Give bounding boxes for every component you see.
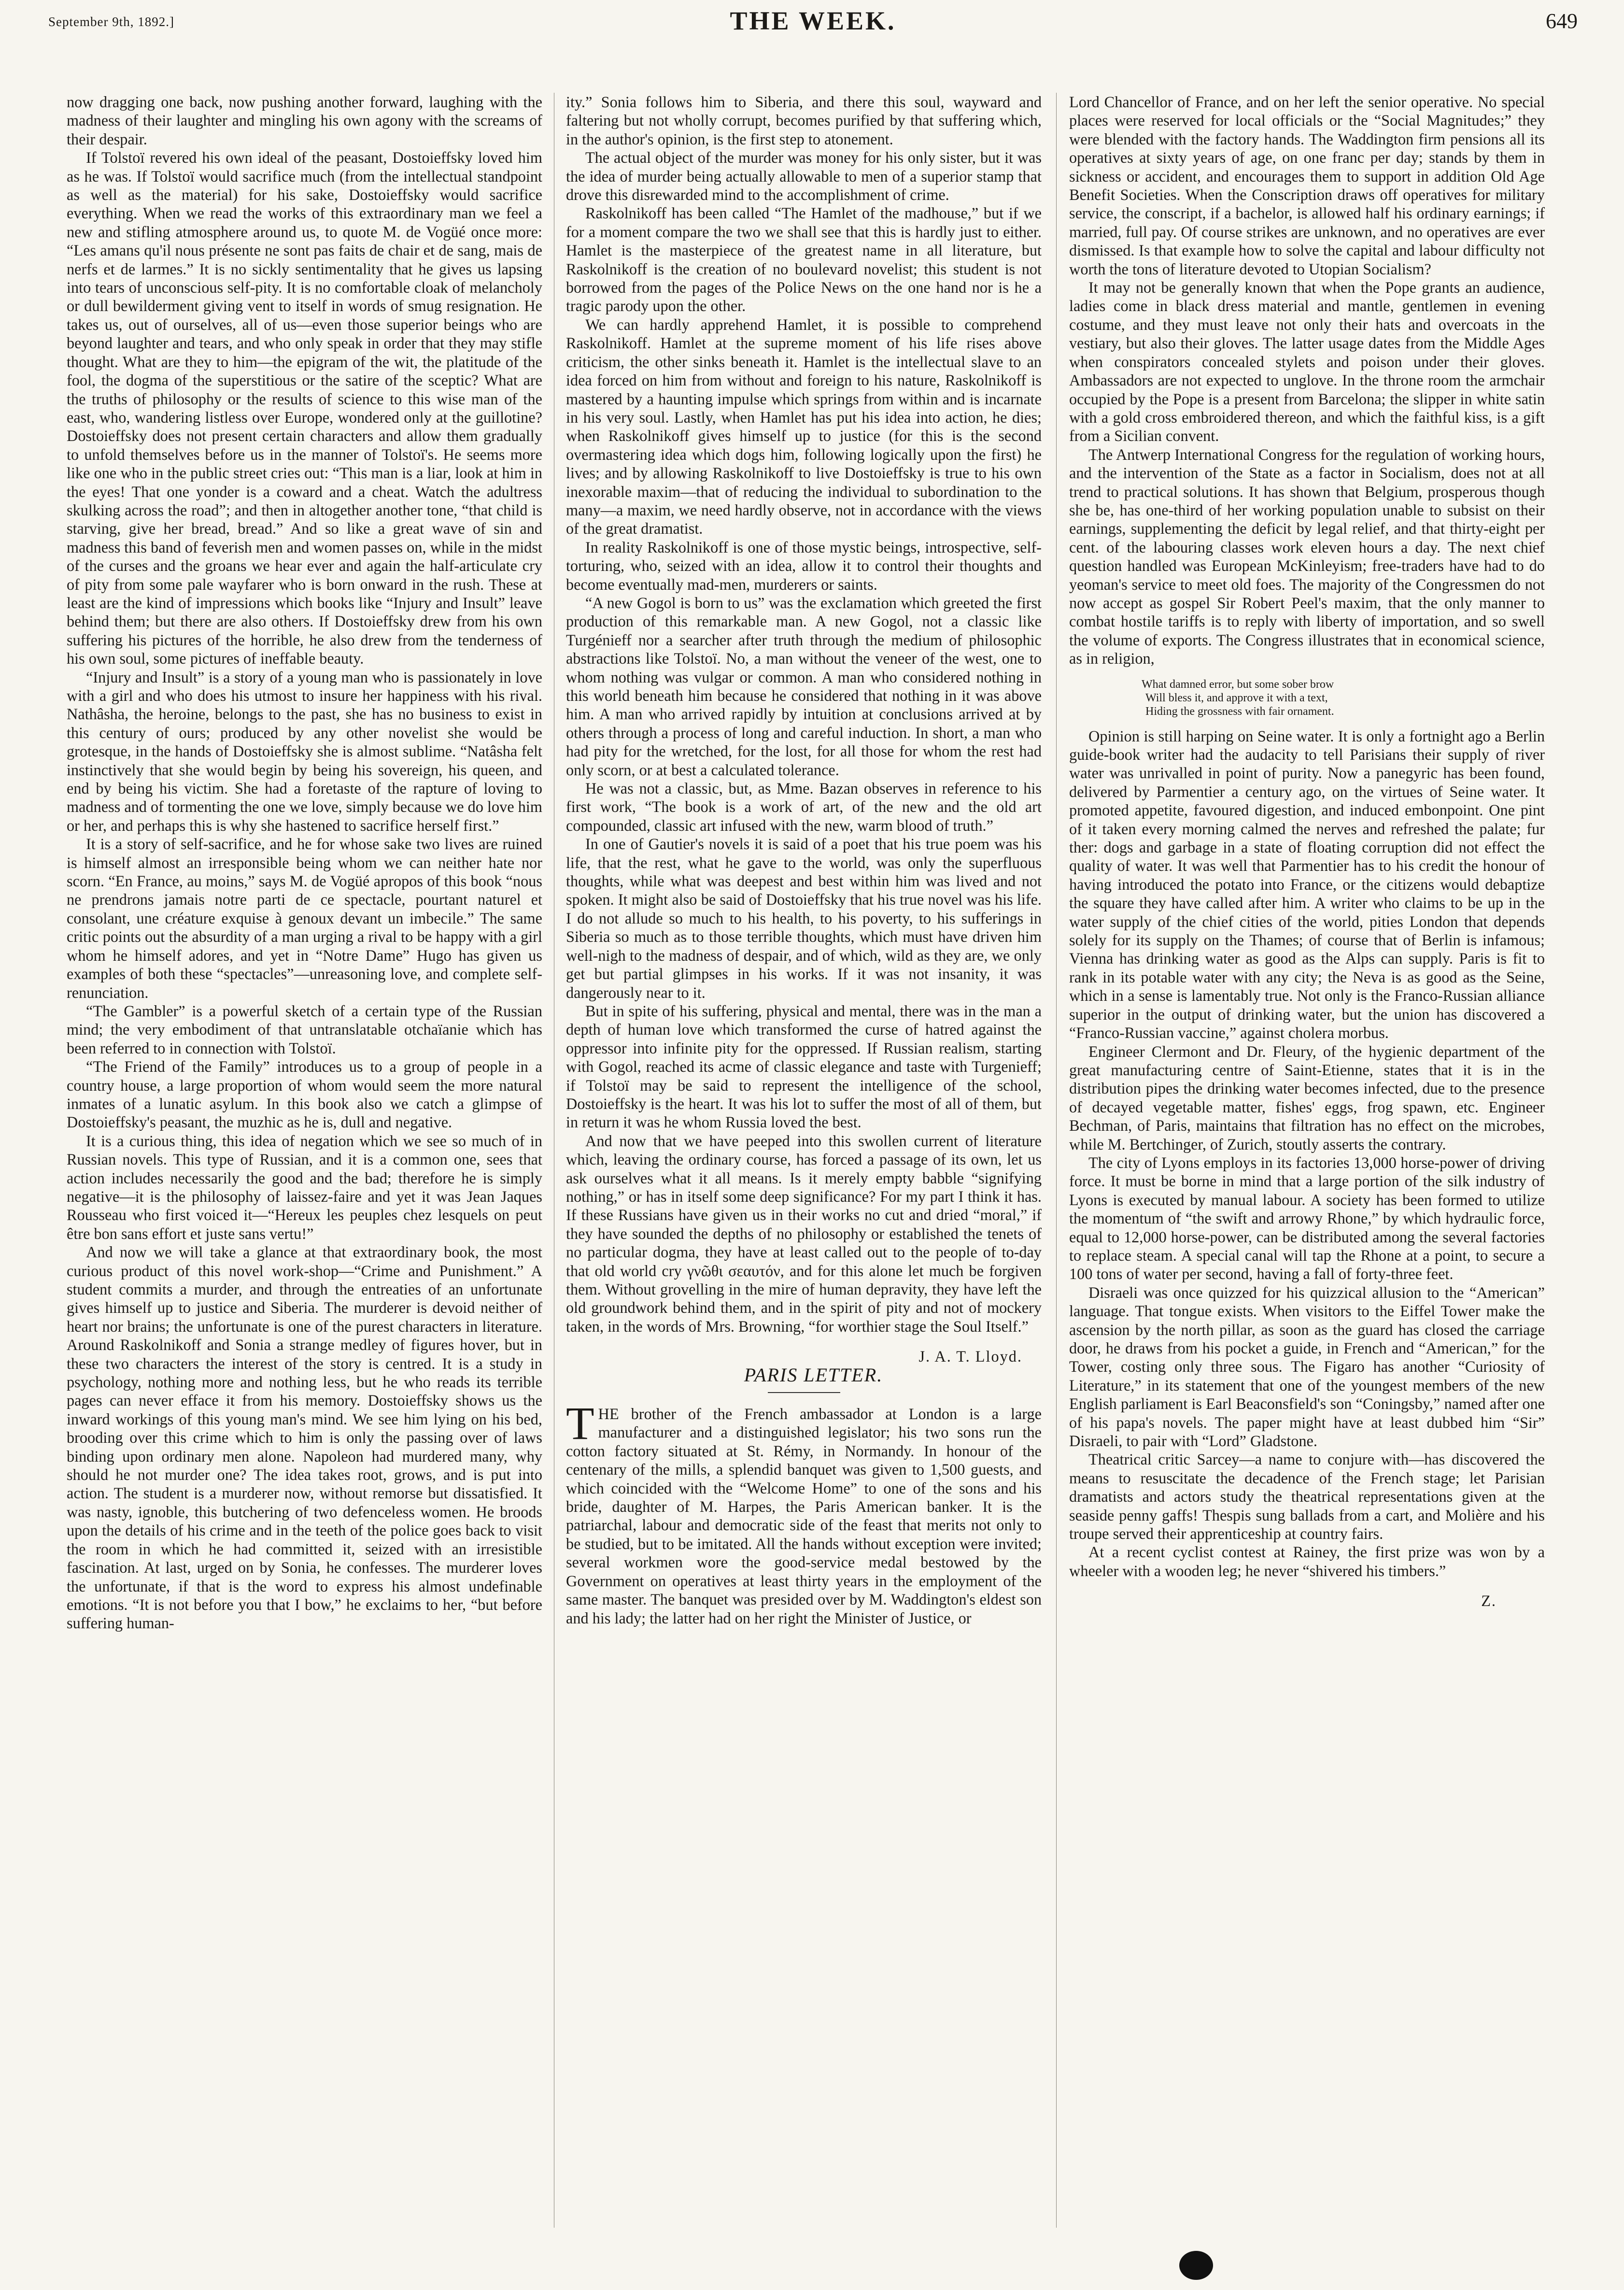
drop-cap: T — [566, 1397, 594, 1450]
paragraph: Opinion is still harping on Seine water. It is only a fortnight ago a Berlin guide-book writer had the audacity to tell Parisians their supply of river water was unrivalled in point of purity. Now a panegyric has been found, delivered by Parmentier a century ago, on the virtues of Seine water. It promoted appetite, favoured digestion, and induced embonpoint. One pint of it taken every morning calmed the nerves and refreshed the palate; fur ther: dogs and garbage in a state of floating corruption did not effect the quality of water. It was well that Parmentier has to his credit the honour of having introduced the potato into France, or the citizens would debaptize the square they have called after him. A writer who claims to be up in the water supply of the chief cities of the world, pities London that depends solely for its supply on the Thames; of course that of Berlin is infamous; Vienna has drinking water as good as the Alps can supply. Paris is fit to rank in its potable water with any city; the Neva is as good as the Seine, which in a sense is lamentably true. Not only is the Franco-Russian alliance superior in the output of drinking water, but the union has discovered a “Franco-Russian vaccine,” against cholera morbus. — [1069, 727, 1545, 1042]
paragraph: now dragging one back, now pushing another forward, laughing with the madness of their laughter and mingling his own agony with the screams of their despair. — [67, 93, 542, 148]
publication-title: THE WEEK. — [730, 6, 896, 35]
section-rule — [768, 1392, 840, 1393]
issue-date: September 9th, 1892.] — [48, 14, 174, 29]
paragraph: “The Gambler” is a powerful sketch of a certain type of the Russian mind; the very embodiment of that untranslatable otchaïanie which has been referred to in connection with Tolstoï. — [67, 1002, 542, 1057]
paragraph: Raskolnikoff has been called “The Hamlet of the madhouse,” but if we for a moment compare the two we shall see that this is hardly just to either. Hamlet is the masterpiece of the greatest name in all literature, but Raskolnikoff is the creation of no boulevard novelist; this student is not borrowed from the pages of the Police News on the one hand nor is he a tragic parody upon the other. — [566, 204, 1042, 315]
paragraph: The Antwerp International Congress for the regulation of working hours, and the intervention of the State as a factor in Socialism, does not at all trend to practical solutions. It has shown that Belgium, prosperous though she be, has one-third of her working population unable to subsist on their earnings, supplementing the deficit by legal relief, and that thirty-eight per cent. of the labouring classes work eleven hours a day. The next chief question handled was European McKinleyism; free-traders have had to do yeoman's service to meet old foes. The majority of the Congressmen do not now accept as gospel Sir Robert Peel's maxim, that the only manner to combat hostile tariffs is to reply with liberty of importation, and so swell the volume of exports. The Congress illustrates that in economical science, as in religion, — [1069, 445, 1545, 668]
verse-line: What damned error, but some sober brow — [1142, 678, 1334, 691]
ink-blot — [1179, 2251, 1213, 2280]
article-signature: J. A. T. Lloyd. — [918, 1348, 1022, 1365]
paragraph: In one of Gautier's novels it is said of a poet that his true poem was his life, that the rest, what he gave to the world, was only the superfluous thoughts, while what was deepest and best within him was lived and not spoken. It might also be said of Dostoieffsky that his true novel was his life. I do not allude so much to his health, to his poverty, to his sufferings in Siberia so much as to those terrible thoughts, which must have driven him well-nigh to the madness of despair, and of which, wild as they are, we only get but partial glimpses in his works. If it was not insanity, it was dangerously near to it. — [566, 835, 1042, 1001]
paragraph: “A new Gogol is born to us” was the exclamation which greeted the first production of this remarkable man. A new Gogol, not a classic like Turgénieff nor a searcher after truth through the medium of philosophic abstractions like Tolstoï. No, a man without the veneer of the west, one to whom nothing was vulgar or common. A man who considered nothing in this world beneath him because he considered that nothing in it was above him. A man who arrived rapidly by intuition at conclusions arrived at by others through a process of long and careful induction. In short, a man who had pity for the wretched, for the lost, for all those for whom the rest had only scorn, or at best a calculated tolerance. — [566, 594, 1042, 779]
paragraph: Engineer Clermont and Dr. Fleury, of the hygienic department of the great manufacturing centre of Saint-Etienne, states that it is in the distribution pipes the drinking water becomes infected, due to the presence of decayed vegetable matter, fishes' eggs, frog spawn, etc. Engineer Bechman, of Paris, maintains that filtration has no effect on the microbes, while M. Bertchinger, of Zurich, stoutly asserts the contrary. — [1069, 1042, 1545, 1153]
paragraph: But in spite of his suffering, physical and mental, there was in the man a depth of human love which transformed the curse of hatred against the oppressor into infinite pity for the oppressed. If Russian realism, starting with Gogol, reached its acme of classic elegance and taste with Turgenieff; if Tolstoï may be said to represent the intelligence of the school, Dostoieffsky is the heart. It was his lot to suffer the most of all of them, but in return it was he whom Russia loved the best. — [566, 1002, 1042, 1131]
paragraph: “The Friend of the Family” introduces us to a group of people in a country house, a large proportion of whom would seem the more natural inmates of a lunatic asylum. In this book also we catch a glimpse of Dostoieffsky's peasant, the muzhic as he is, dull and negative. — [67, 1058, 542, 1131]
paragraph: We can hardly apprehend Hamlet, it is possible to comprehend Raskolnikoff. Hamlet at the supreme moment of his life rises above criticism, the other sinks beneath it. Hamlet is the intellectual slave to an idea forced on him from without and foreign to his nature, Raskolnikoff is mastered by a haunting impulse which springs from within and is incarnate in his very soul. Lastly, when Hamlet has put his idea into action, he dies; when Raskolnikoff gives himself up to justice (for this is the second overmastering idea which dogs him, following logically upon the first) he lives; and by allowing Raskolnikoff to live Dostoieffsky is true to his own inexorable maxim—that of reducing the individual to subordination to the many—a maxim, we need hardly observe, not in accordance with the views of the great dramatist. — [566, 315, 1042, 538]
column-2 — [566, 93, 1042, 2237]
column-1 — [67, 93, 542, 2237]
paragraph: And now that we have peeped into this swollen current of literature which, leaving the ordinary course, has forced a passage of its own, let us ask ourselves what it all means. Is it merely empty babble “signifying nothing,” or has in itself some deep significance? For my part I think it has. If these Russians have given us in their works no cut and dried “moral,” if they have sounded the depths of no philosophy or established the tenets of no particular dogma, they have at least called out to the people of to-day that old world cry γνῶθι σεαυτόν, and for this alone let much be forgiven them. Without grovelling in the mire of human depravity, they have left the old groundwork behind them, and in the spirit of pity and not of mockery taken, in the words of Mrs. Browning, “for worthier stage the Soul Itself.” — [566, 1132, 1042, 1335]
paragraph: Theatrical critic Sarcey—a name to conjure with—has discovered the means to resuscitate the decadence of the French stage; let Parisian dramatists and actors study the theatrical representations given at the seaside penny gaffs! Thespis sung ballads from a cart, and Molière and his troupe served their apprenticeship at country fairs. — [1069, 1451, 1545, 1543]
section-title: PARIS LETTER. — [744, 1364, 883, 1386]
verse-line: Hiding the grossness with fair ornament. — [1145, 705, 1334, 718]
verse-line: Will bless it, and approve it with a text, — [1145, 691, 1328, 704]
paragraph — [566, 1397, 1042, 1627]
paragraph: ity.” Sonia follows him to Siberia, and there this soul, wayward and faltering but not wholly corrupt, becomes purified by that suffering which, in the author's opinion, is the first step to atonement. — [566, 93, 1042, 148]
paragraph: He was not a classic, but, as Mme. Bazan observes in reference to his first work, “The book is a work of art, of the new and the old art compounded, classic art infused with the new, warm blood of truth.” — [566, 780, 1042, 834]
page-header — [48, 4, 1578, 43]
page-number: 649 — [1546, 9, 1578, 33]
paragraph: “Injury and Insult” is a story of a young man who is passionately in love with a girl and who does his utmost to insure her happiness with his rival. Nathâsha, the heroine, belongs to the past, she has no business to exist in this century of ours; produced by any other novelist she would be grotesque, in the hands of Dostoieffsky she is almost sublime. “Natâsha felt instinctively that she would begin by being his sovereign, his queen, and end by being his victim. She had a foretaste of the rapture of loving to madness and of tormenting the one we love, simply because we do love him or her, and perhaps this is why she hastened to sacrifice herself first.” — [67, 668, 542, 834]
article-signature: Z. — [1481, 1592, 1497, 1610]
paragraph: The actual object of the murder was money for his only sister, but it was the idea of murder being actually allowable to men of a superior stamp that drove this disrewarded mind to the accomplishment of crime. — [566, 149, 1042, 204]
paragraph: At a recent cyclist contest at Rainey, the first prize was won by a wheeler with a wooden leg; he never “shivered his timbers.” — [1069, 1543, 1545, 1579]
paragraph: It is a story of self-sacrifice, and he for whose sake two lives are ruined is himself almost an irresponsible being whom we can neither hate nor scorn. “En France, au moins,” says M. de Vogüé apropos of this book “nous ne prendrons jamais notre parti de ce spectacle, pourtant naturel et consolant, une créature exquise à genoux devant un imbecile.” The same critic points out the absurdity of a man urging a rival to be happy with a girl whom he himself adores, and yet in “Notre Dame” Hugo has given us examples of both these “spectacles”—unreasoning love, and complete self-renunciation. — [67, 835, 542, 1001]
paragraph: The city of Lyons employs in its factories 13,000 horse-power of driving force. It must be borne in mind that a large portion of the silk industry of Lyons is executed by manual labour. A society has been formed to utilize the momentum of “the swift and arrowy Rhone,” by which hydraulic force, equal to 12,000 horse-power, can be distributed among the several factories to replace steam. A special canal will tap the Rhone at a point, to secure a 100 tons of water per second, having a fall of forty-three feet. — [1069, 1153, 1545, 1283]
paragraph: And now we will take a glance at that extraordinary book, the most curious product of this novel work-shop—“Crime and Punishment.” A student commits a murder, and through the entreaties of an unfortunate gives himself up to justice and Siberia. The murderer is devoid neither of heart nor brains; the unfortunate is one of the purest characters in literature. Around Raskolnikoff and Sonia a strange medley of figures hover, but in these two characters the interest of the story is centred. It is a study in psychology, nothing more and nothing less, but he who reads its terrible pages can never efface it from his memory. Dostoieffsky shows us the inward workings of this young man's mind. We see him lying on his bed, brooding over this crime which to him is only the passing over of laws binding upon ordinary men alone. Napoleon had murdered many, why should he not murder one? The idea takes root, grows, and is put into action. The student is a murderer now, without remorse but dissatisfied. It was nasty, ignoble, this butchering of two defenceless women. He broods upon the details of his crime and in the teeth of the police goes back to visit the room in which he had committed it, seized with an irresistible fascination. At last, urged on by Sonia, he confesses. The murderer loves the unfortunate, if that is the word to express his almost undefinable emotions. “It is not before you that I bow,” he exclaims to her, “but before suffering human- — [67, 1243, 542, 1632]
paragraph: Disraeli was once quizzed for his quizzical allusion to the “American” language. That tongue exists. When visitors to the Eiffel Tower make the ascension by the north pillar, as soon as the guard has closed the carriage door, he draws from his pocket a guide, in French and “American,” for the Tower, costing only three sous. The Figaro has another “Curiosity of Literature,” in its statement that one of the youngest members of the new English parliament is Earl Beaconsfield's son “Coningsby,” named after one of his papa's novels. The paper might have at least dubbed him “Sir” Disraeli, to pair with “Lord” Gladstone. — [1069, 1283, 1545, 1450]
paragraph: It may not be generally known that when the Pope grants an audience, ladies come in black dress material and mantle, gentlemen in evening costume, and they must leave not only their hats and overcoats in the vestiary, but also their gloves. The latter usage dates from the Middle Ages when conspirators concealed stylets and poison under their gloves. Ambassadors are not expected to unglove. In the throne room the armchair occupied by the Pope is a present from Barcelona; the slipper in white satin with a gold cross embroidered thereon, and which the faithful kiss, is a gift from a Sicilian convent. — [1069, 279, 1545, 445]
paragraph: Lord Chancellor of France, and on her left the senior operative. No special places were reserved for local officials or the “Social Magnitudes;” they were blended with the factory hands. The Waddington firm pensions all its operatives at sixty years of age, on one franc per day; stands by them in sickness or accident, and encourages them to support in addition Old Age Benefit Societies. When the Conscription draws off operatives for military service, the conscript, if a bachelor, is allowed half his ordinary earnings; if married, full pay. Of course strikes are unknown, and no operatives are ever dismissed. Is that example how to solve the capital and labour difficulty not worth the tons of literature devoted to Utopian Socialism? — [1069, 93, 1545, 278]
verse-quote — [1142, 678, 1545, 718]
paragraph: It is a curious thing, this idea of negation which we see so much of in Russian novels. This type of Russian, and it is a common one, sees that action includes necessarily the good and the bad; therefore he is simply negative—it is the philosophy of laissez-faire and yet it was Jean Jaques Rousseau who first voiced it—“Hereux les peuples chez lesquels on peut être bon sans effort et juste sans vertu!” — [67, 1132, 542, 1242]
paragraph: If Tolstoï revered his own ideal of the peasant, Dostoieffsky loved him as he was. If Tolstoï would sacrifice much (from the intellectual standpoint as well as the material) for his sake, Dostoieffsky would sacrifice everything. When we read the works of this extraordinary man we feel a new and stifling atmosphere around us, to quote M. de Vogüé once more: “Les amans qu'il nous présente ne sont pas faits de chair et de sang, mais de nerfs et de larmes.” It is no sickly sentimentality that he gives us lapsing into tears of unconscious self-pity. It is no comfortable cloak of melancholy or dull bewilderment giving vent to itself in words of smug resignation. He takes us, out of ourselves, all of us—even those superior beings who are beyond laughter and tears, and who only speak in order that they may stifle thought. What are they to him—the epigram of the wit, the platitude of the fool, the dogma of the superstitious or the satire of the sceptic? What are the truths of philosophy or the results of science to this wise man of the east, who, wandering listless over Europe, wondered only at the guillotine? Dostoieffsky does not present certain characters and allow them gradually to unfold themselves before us in the manner of Tolstoï's. He seems more like one who in the public street cries out: “This man is a liar, look at him in the eyes! That one yonder is a coward and a cheat. Watch the adultress skulking across the road”; and then in altogether another tone, “that child is starving, give her bread, bread.” And so like a great wave of sin and madness this band of feverish men and women passes on, while in the midst of the curses and the groans we hear ever and again the half-articulate cry of pity from some pale wayfarer who is born onward in the rush. These at least are the kind of impressions which books like “Injury and Insult” leave behind them; but there are also others. If Dostoieffsky drew from his own suffering his pictures of the horrible, he also drew from the tenderness of his own soul, some pictures of ineffable beauty. — [67, 149, 542, 668]
column-3 — [1069, 93, 1545, 2237]
paragraph-text: HE brother of the French ambassador at London is a large manufacturer and a distinguished legislator; his two sons run the cotton factory situated at St. Rémy, in Normandy. In honour of the centenary of the mills, a splendid banquet was given to 1,500 guests, and which coincided with the “Welcome Home” to one of the sons and his bride, daughter of M. Harpes, the Paris American banker. It is the patriarchal, labour and democratic side of the feast that merits not only to be studied, but to be imitated. All the hands without exception were invited; several workmen wore the good-service medal bestowed by the Government on operatives at least thirty years in the employment of the same master. The banquet was presided over by M. Waddington's eldest son and his lady; the latter had on her right the Minister of Justice, or — [566, 1405, 1042, 1627]
paragraph: In reality Raskolnikoff is one of those mystic beings, introspective, self-torturing, who, seized with an idea, allow it to control their thoughts and become eventually mad-men, murderers or saints. — [566, 538, 1042, 593]
column-divider — [1056, 93, 1057, 2228]
